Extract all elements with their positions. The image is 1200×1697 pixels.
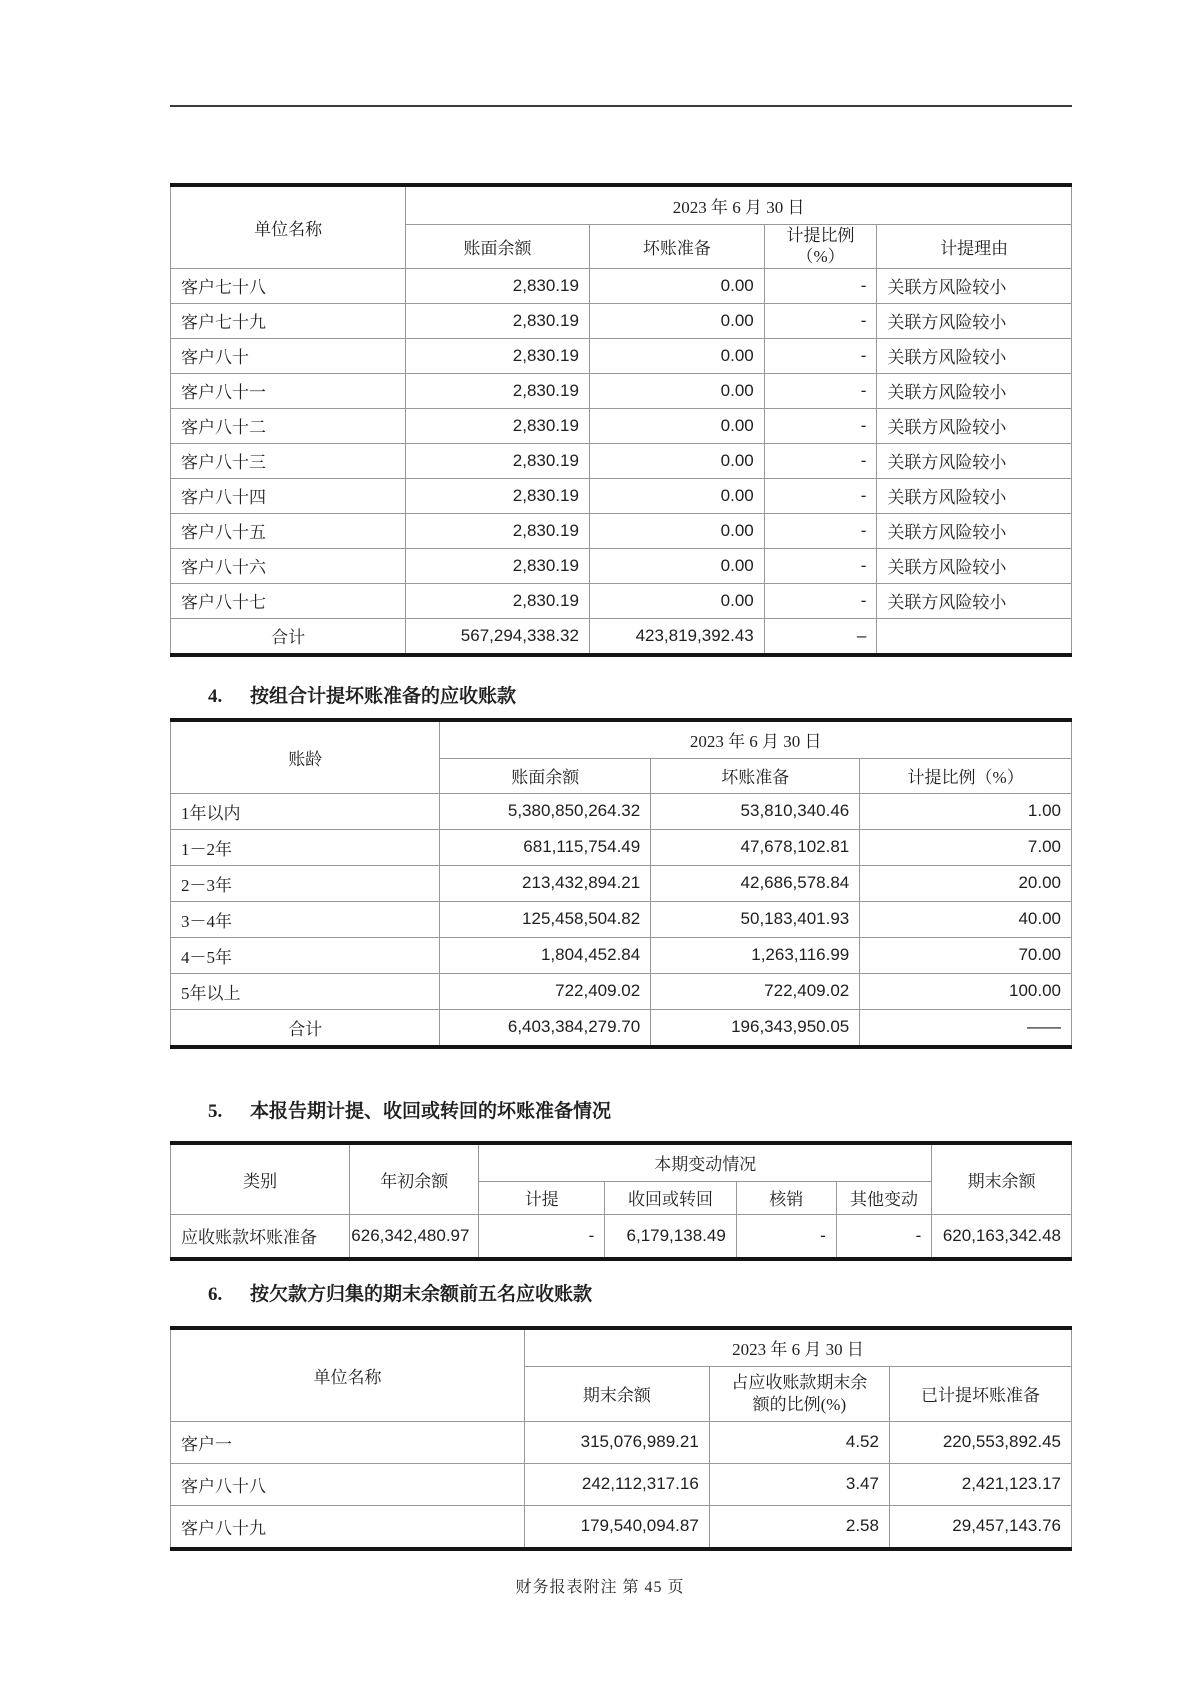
col-header-bad-debt: 坏账准备 xyxy=(589,225,764,269)
cell-total-balance: 6,403,384,279.70 xyxy=(440,1009,651,1047)
cell-bad-debt: 50,183,401.93 xyxy=(651,901,860,937)
table-header-row xyxy=(171,1328,1072,1367)
table-row xyxy=(171,513,1072,548)
cell-balance: 2,830.19 xyxy=(406,338,590,373)
cell-ratio: - xyxy=(764,373,877,408)
cell-balance: 2,830.19 xyxy=(406,583,590,618)
table-row xyxy=(171,901,1072,937)
cell-ratio: 100.00 xyxy=(860,973,1072,1009)
cell-ratio: 40.00 xyxy=(860,901,1072,937)
cell-closing: 315,076,989.21 xyxy=(525,1421,710,1463)
cell-ratio: - xyxy=(764,513,877,548)
cell-ratio: 20.00 xyxy=(860,865,1072,901)
cell-customer: 客户八十五 xyxy=(171,513,406,548)
customer-provision-table xyxy=(170,183,1072,657)
page-footer: 财务报表附注 第 45 页 xyxy=(515,1579,685,1596)
cell-customer: 客户八十三 xyxy=(171,443,406,478)
cell-bad-debt: 0.00 xyxy=(589,303,764,338)
cell-bad-debt: 0.00 xyxy=(589,408,764,443)
col-header-unit-name: 单位名称 xyxy=(171,1328,525,1422)
cell-bad-debt: 0.00 xyxy=(589,478,764,513)
section-number: 4. xyxy=(208,685,223,707)
cell-ratio: 4.52 xyxy=(709,1421,889,1463)
table-row xyxy=(171,408,1072,443)
cell-balance: 125,458,504.82 xyxy=(440,901,651,937)
col-header-opening: 年初余额 xyxy=(350,1143,479,1215)
cell-aging: 1年以内 xyxy=(171,793,440,829)
cell-bad-debt: 722,409.02 xyxy=(651,973,860,1009)
provision-movement-table xyxy=(170,1141,1072,1261)
cell-closing: 242,112,317.16 xyxy=(525,1463,710,1505)
table-row xyxy=(171,338,1072,373)
cell-balance: 2,830.19 xyxy=(406,303,590,338)
cell-closing: 620,163,342.48 xyxy=(932,1214,1072,1259)
cell-ratio: 7.00 xyxy=(860,829,1072,865)
table-row xyxy=(171,373,1072,408)
table-row xyxy=(171,793,1072,829)
cell-reason: 关联方风险较小 xyxy=(877,303,1072,338)
section-title: 按组合计提坏账准备的应收账款 xyxy=(250,685,517,707)
cell-balance: 1,804,452.84 xyxy=(440,937,651,973)
cell-customer: 客户八十九 xyxy=(171,1505,525,1549)
col-header-closing: 期末余额 xyxy=(525,1366,710,1421)
col-header-bad-debt: 坏账准备 xyxy=(651,758,860,793)
cell-reason: 关联方风险较小 xyxy=(877,373,1072,408)
cell-customer: 客户八十七 xyxy=(171,583,406,618)
table-row xyxy=(171,829,1072,865)
cell-customer: 客户八十二 xyxy=(171,408,406,443)
section-heading-4 xyxy=(170,684,1072,710)
cell-bad-debt: 0.00 xyxy=(589,443,764,478)
cell-balance: 681,115,754.49 xyxy=(440,829,651,865)
cell-total-ratio: – xyxy=(764,618,877,655)
table-row xyxy=(171,1463,1072,1505)
section-title: 按欠款方归集的期末余额前五名应收账款 xyxy=(250,1283,593,1305)
cell-aging: 4－5年 xyxy=(171,937,440,973)
cell-bad-debt: 0.00 xyxy=(589,583,764,618)
cell-total-bad-debt: 423,819,392.43 xyxy=(589,618,764,655)
cell-balance: 5,380,850,264.32 xyxy=(440,793,651,829)
table-row xyxy=(171,1214,1072,1259)
cell-total-bad-debt: 196,343,950.05 xyxy=(651,1009,860,1047)
cell-ratio: 70.00 xyxy=(860,937,1072,973)
cell-customer: 客户八十八 xyxy=(171,1463,525,1505)
cell-balance: 2,830.19 xyxy=(406,443,590,478)
header-rule xyxy=(170,105,1072,107)
cell-bad-debt: 0.00 xyxy=(589,548,764,583)
cell-ratio: 1.00 xyxy=(860,793,1072,829)
cell-ratio: - xyxy=(764,408,877,443)
cell-recover: 6,179,138.49 xyxy=(605,1214,737,1259)
cell-other: - xyxy=(836,1214,932,1259)
cell-total-ratio: —— xyxy=(860,1009,1072,1047)
cell-customer: 客户八十六 xyxy=(171,548,406,583)
cell-provision: 220,553,892.45 xyxy=(889,1421,1071,1463)
cell-ratio: - xyxy=(764,303,877,338)
col-header-ratio: 计提比例（%） xyxy=(860,758,1072,793)
cell-reason: 关联方风险较小 xyxy=(877,513,1072,548)
cell-customer: 客户八十一 xyxy=(171,373,406,408)
cell-balance: 722,409.02 xyxy=(440,973,651,1009)
cell-ratio: - xyxy=(764,443,877,478)
cell-balance: 2,830.19 xyxy=(406,513,590,548)
cell-reason: 关联方风险较小 xyxy=(877,548,1072,583)
col-header-date: 2023 年 6 月 30 日 xyxy=(406,185,1072,225)
col-header-ratio: 占应收账款期末余 额的比例(%) xyxy=(709,1366,889,1421)
col-header-change-group: 本期变动情况 xyxy=(479,1143,932,1182)
section-heading-6 xyxy=(170,1282,1072,1308)
cell-ratio: - xyxy=(764,338,877,373)
col-header-book-balance: 账面余额 xyxy=(406,225,590,269)
cell-balance: 2,830.19 xyxy=(406,268,590,303)
table-row xyxy=(171,268,1072,303)
section-number: 6. xyxy=(208,1283,223,1305)
table-row xyxy=(171,303,1072,338)
cell-reason: 关联方风险较小 xyxy=(877,478,1072,513)
col-header-date: 2023 年 6 月 30 日 xyxy=(440,720,1072,759)
col-header-ratio: 计提比例 （%） xyxy=(764,225,877,269)
col-header-category: 类别 xyxy=(171,1143,350,1215)
table-row xyxy=(171,937,1072,973)
cell-bad-debt: 1,263,116.99 xyxy=(651,937,860,973)
cell-aging: 3－4年 xyxy=(171,901,440,937)
col-header-date: 2023 年 6 月 30 日 xyxy=(525,1328,1072,1367)
cell-customer: 客户七十八 xyxy=(171,268,406,303)
cell-writeoff: - xyxy=(736,1214,836,1259)
table-row xyxy=(171,478,1072,513)
total-row xyxy=(171,1009,1072,1047)
cell-aging: 2－3年 xyxy=(171,865,440,901)
cell-ratio: - xyxy=(764,478,877,513)
cell-aging: 5年以上 xyxy=(171,973,440,1009)
cell-total-balance: 567,294,338.32 xyxy=(406,618,590,655)
table-row xyxy=(171,443,1072,478)
table-row xyxy=(171,1421,1072,1463)
cell-reason: 关联方风险较小 xyxy=(877,338,1072,373)
cell-ratio: - xyxy=(764,548,877,583)
table-row xyxy=(171,973,1072,1009)
col-header-reason: 计提理由 xyxy=(877,225,1072,269)
cell-aging: 1－2年 xyxy=(171,829,440,865)
table-header-row xyxy=(171,720,1072,759)
cell-customer: 客户八十四 xyxy=(171,478,406,513)
table-header-row xyxy=(171,185,1072,225)
cell-customer: 客户八十 xyxy=(171,338,406,373)
cell-closing: 179,540,094.87 xyxy=(525,1505,710,1549)
cell-reason: 关联方风险较小 xyxy=(877,408,1072,443)
col-header-accrual: 计提 xyxy=(479,1181,605,1214)
cell-ratio: - xyxy=(764,268,877,303)
cell-bad-debt: 53,810,340.46 xyxy=(651,793,860,829)
table-row xyxy=(171,583,1072,618)
col-header-closing: 期末余额 xyxy=(932,1143,1072,1215)
cell-opening: 626,342,480.97 xyxy=(350,1214,479,1259)
cell-total-label: 合计 xyxy=(171,618,406,655)
cell-balance: 2,830.19 xyxy=(406,478,590,513)
cell-provision: 2,421,123.17 xyxy=(889,1463,1071,1505)
cell-accrual: - xyxy=(479,1214,605,1259)
cell-reason: 关联方风险较小 xyxy=(877,443,1072,478)
table-header-row xyxy=(171,1143,1072,1182)
cell-customer: 客户七十九 xyxy=(171,303,406,338)
cell-reason: 关联方风险较小 xyxy=(877,268,1072,303)
cell-bad-debt: 0.00 xyxy=(589,373,764,408)
cell-total-reason xyxy=(877,618,1072,655)
section-title: 本报告期计提、收回或转回的坏账准备情况 xyxy=(250,1100,612,1122)
page-content xyxy=(170,0,1072,1551)
col-header-writeoff: 核销 xyxy=(736,1181,836,1214)
cell-bad-debt: 0.00 xyxy=(589,268,764,303)
section-heading-5 xyxy=(170,1099,1072,1125)
col-header-other: 其他变动 xyxy=(836,1181,932,1214)
cell-reason: 关联方风险较小 xyxy=(877,583,1072,618)
cell-ratio: 3.47 xyxy=(709,1463,889,1505)
cell-bad-debt: 0.00 xyxy=(589,338,764,373)
table-row xyxy=(171,865,1072,901)
col-header-provision: 已计提坏账准备 xyxy=(889,1366,1071,1421)
col-header-recover: 收回或转回 xyxy=(605,1181,737,1214)
cell-total-label: 合计 xyxy=(171,1009,440,1047)
cell-balance: 213,432,894.21 xyxy=(440,865,651,901)
col-header-unit-name: 单位名称 xyxy=(171,185,406,268)
cell-ratio: - xyxy=(764,583,877,618)
section-number: 5. xyxy=(208,1100,223,1122)
cell-balance: 2,830.19 xyxy=(406,548,590,583)
cell-bad-debt: 0.00 xyxy=(589,513,764,548)
cell-bad-debt: 47,678,102.81 xyxy=(651,829,860,865)
total-row xyxy=(171,618,1072,655)
cell-bad-debt: 42,686,578.84 xyxy=(651,865,860,901)
top-customers-table xyxy=(170,1326,1072,1551)
cell-balance: 2,830.19 xyxy=(406,373,590,408)
col-header-book-balance: 账面余额 xyxy=(440,758,651,793)
cell-category: 应收账款坏账准备 xyxy=(171,1214,350,1259)
cell-ratio: 2.58 xyxy=(709,1505,889,1549)
cell-customer: 客户一 xyxy=(171,1421,525,1463)
table-row xyxy=(171,548,1072,583)
cell-balance: 2,830.19 xyxy=(406,408,590,443)
table-row xyxy=(171,1505,1072,1549)
col-header-aging: 账龄 xyxy=(171,720,440,794)
cell-provision: 29,457,143.76 xyxy=(889,1505,1071,1549)
aging-provision-table xyxy=(170,718,1072,1049)
